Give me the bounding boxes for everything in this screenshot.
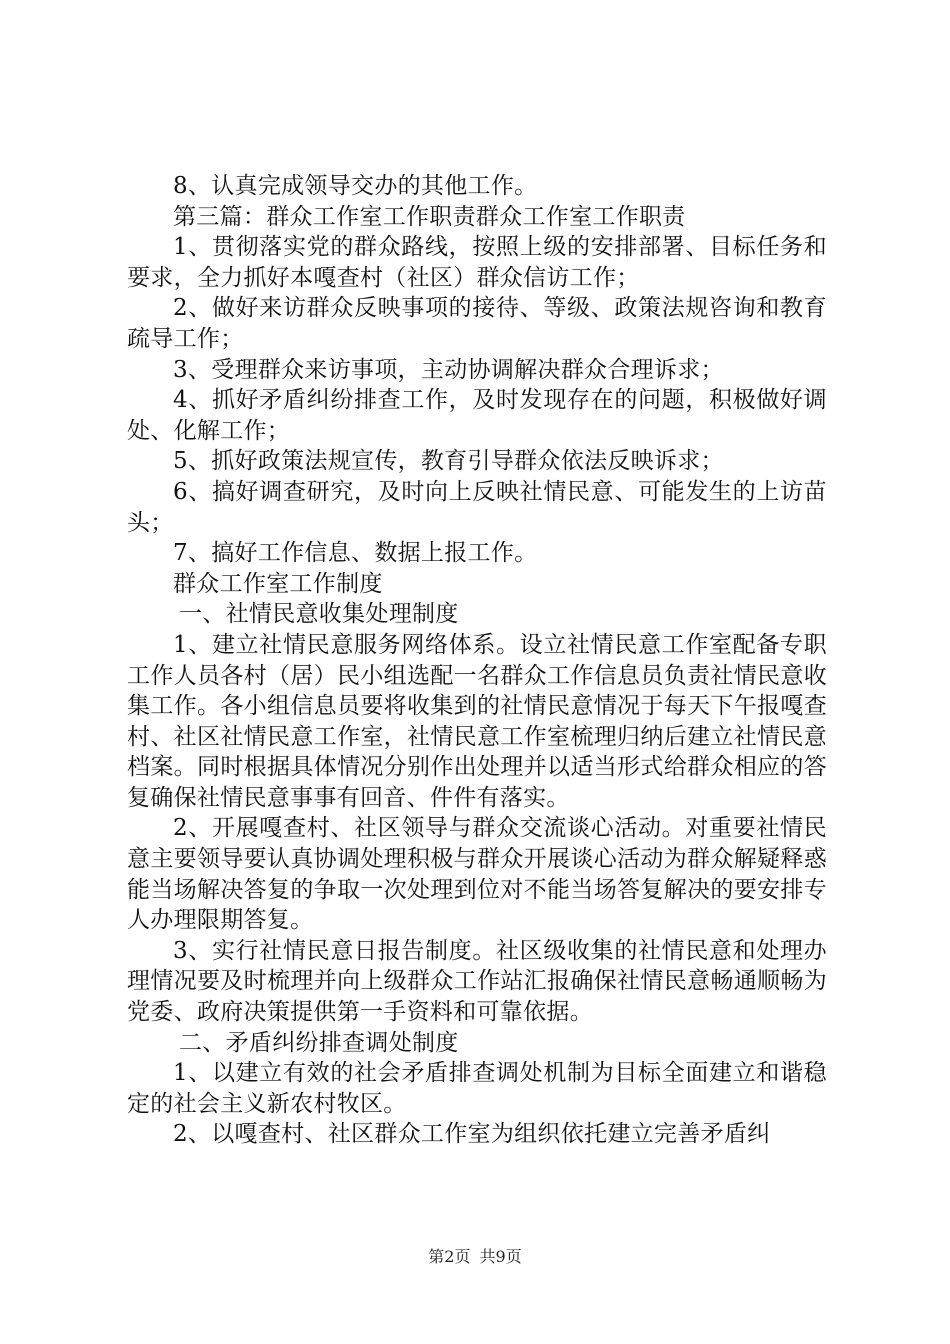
paragraph-rule-1-2: 2、开展嘎查村、社区领导与群众交流谈心活动。对重要社情民意主要领导要认真协调处理积极与群众开展谈心活动为群众解疑释惑能当场解决答复的争取一次处理到位对不能当场答复解决的要安排专人办理限期答复。	[127, 815, 827, 934]
paragraph-duty-7: 7、搞好工作信息、数据上报工作。	[173, 540, 538, 567]
paragraph-duty-3: 3、受理群众来访事项，主动协调解决群众合理诉求；	[173, 356, 724, 383]
paragraph-rule-1-1: 1、建立社情民意服务网络体系。设立社情民意工作室配备专职工作人员各村（居）民小组选配一名群众工作信息员负责社情民意收集工作。各小组信息员要将收集到的社情民意情况于每天下午报嘎查村、社区社情民意工作室，社情民意工作室梳理归纳后建立社情民意档案。同时根据具体情况分别作出处理并以适当形式给群众相应的答复确保社情民意事事有回音、件件有落实。	[127, 631, 827, 811]
subsection-title-2: 二、矛盾纠纷排查调处制度	[179, 1029, 459, 1056]
paragraph-duty-2: 2、做好来访群众反映事项的接待、等级、政策法规咨询和教育疏导工作；	[127, 295, 827, 352]
paragraph-duty-5: 5、抓好政策法规宣传，教育引导群众依法反映诉求；	[173, 448, 724, 475]
paragraph-duty-1: 1、贯彻落实党的群众路线，按照上级的安排部署、目标任务和要求，全力抓好本嘎查村（社区）群众信访工作；	[127, 234, 827, 291]
subsection-title-1: 一、社情民意收集处理制度	[179, 601, 459, 628]
page-total: 共9页	[479, 1247, 522, 1266]
page-footer	[0, 1244, 950, 1267]
section-title-rules: 群众工作室工作制度	[173, 570, 383, 597]
paragraph-rule-2-1: 1、以建立有效的社会矛盾排查调处机制为目标全面建立和谐稳定的社会主义新农村牧区。	[127, 1060, 827, 1117]
section-title-part3: 第三篇：群众工作室工作职责群众工作室工作职责	[173, 203, 686, 230]
page-number: 第2页	[428, 1247, 471, 1266]
paragraph-rule-2-2: 2、以嘎查村、社区群众工作室为组织依托建立完善矛盾纠	[173, 1121, 771, 1148]
paragraph-item-8: 8、认真完成领导交办的其他工作。	[173, 173, 538, 199]
paragraph-duty-4: 4、抓好矛盾纠纷排查工作，及时发现存在的问题，积极做好调处、化解工作；	[127, 387, 827, 444]
document-body	[127, 171, 827, 1150]
paragraph-duty-6: 6、搞好调查研究，及时向上反映社情民意、可能发生的上访苗头；	[127, 478, 827, 536]
paragraph-rule-1-3: 3、实行社情民意日报告制度。社区级收集的社情民意和处理办理情况要及时梳理并向上级群众工作站汇报确保社情民意畅通顺畅为党委、政府决策提供第一手资料和可靠依据。	[127, 937, 827, 1026]
